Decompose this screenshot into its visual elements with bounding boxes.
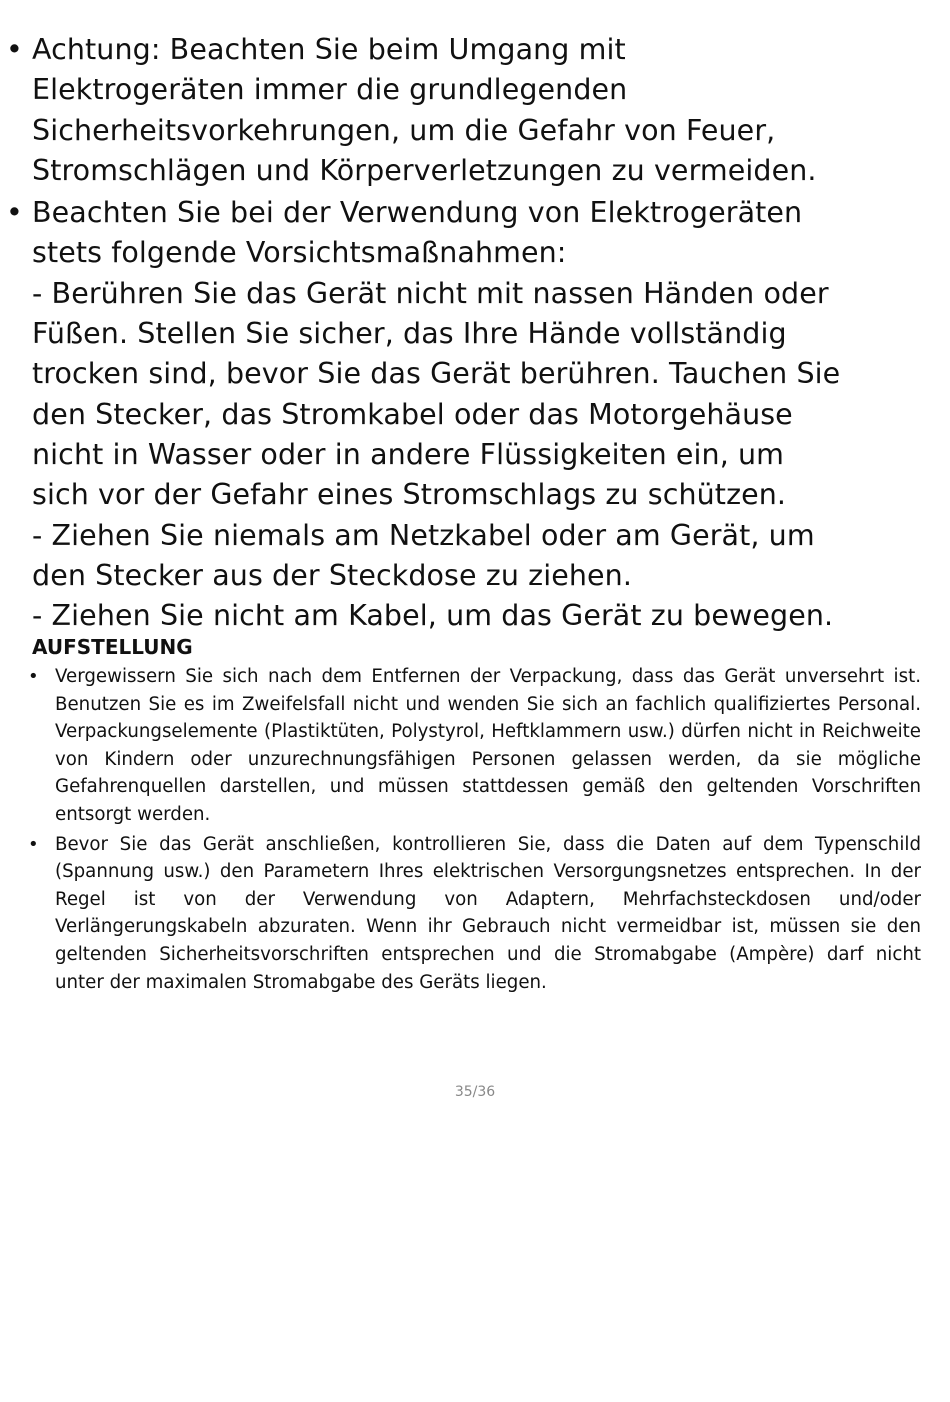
warning-line: Füßen. Stellen Sie sicher, das Ihre Hände vollständig: [32, 317, 787, 351]
installation-paragraph: Vergewissern Sie sich nach dem Entfernen der Verpackung, dass das Gerät unversehrt ist. Benutzen Sie es im Zweifelsfall nicht und wenden Sie sich an fachlich qualifiziertes Personal. Verpackungselemente (Plastiktüten, Polystyrol, Heftklammern usw.) dürfen nicht in Reichweite von Kindern oder unzurechnungsfähigen Personen gelassen werden, da sie mögliche Gefahrenquellen darstellen, und müssen stattdessen gemäß den geltenden Vorschriften entsorgt werden.: [55, 666, 921, 825]
warning-line: sich vor der Gefahr eines Stromschlags zu schützen.: [32, 478, 787, 512]
warning-line: den Stecker aus der Steckdose zu ziehen.: [32, 558, 633, 592]
warning-line: Elektrogeräten immer die grundlegenden: [32, 73, 628, 107]
warning-item-1: [6, 30, 926, 191]
warning-line: nicht in Wasser oder in andere Flüssigkeiten ein, um: [32, 437, 785, 471]
warning-line: stets folgende Vorsichtsmaßnahmen:: [32, 236, 567, 270]
page-number: 35/36: [454, 1084, 496, 1100]
section-heading: AUFSTELLUNG: [32, 635, 193, 659]
bullet-icon: •: [6, 196, 23, 230]
bullet-icon: •: [6, 33, 23, 66]
warning-line: Stromschlägen und Körperverletzungen zu vermeiden.: [32, 153, 817, 187]
warning-line: - Ziehen Sie nicht am Kabel, um das Gerät zu bewegen.: [32, 599, 834, 633]
warning-line: Beachten Sie bei der Verwendung von Elektrogeräten: [32, 196, 803, 230]
warning-line: Sicherheitsvorkehrungen, um die Gefahr von Feuer,: [32, 113, 776, 147]
bullet-icon: •: [28, 833, 39, 855]
safety-warnings-list: [6, 30, 926, 638]
installation-paragraph: Bevor Sie das Gerät anschließen, kontrollieren Sie, dass die Daten auf dem Typenschild (Spannung usw.) den Parametern Ihres elektrischen Versorgungsnetzes entsprechen. In der Regel ist von der Verwendung von Adaptern, Mehrfachsteckdosen und/oder Verlängerungskabeln abzuraten. Wenn ihr Gebrauch nicht vermeidbar ist, müssen sie den geltenden Sicherheitsvorschriften entsprechen und die Stromabgabe (Ampère) darf nicht unter der maximalen Stromabgabe des Geräts liegen.: [55, 833, 921, 993]
warning-line: Achtung: Beachten Sie beim Umgang mit: [32, 33, 626, 66]
warning-line: - Ziehen Sie niemals am Netzkabel oder am Gerät, um: [32, 518, 815, 552]
installation-item-1: [28, 663, 921, 829]
bullet-icon: •: [28, 666, 39, 687]
warning-item-2: [6, 193, 926, 636]
warning-line: trocken sind, bevor Sie das Gerät berühren. Tauchen Sie: [32, 357, 841, 391]
warning-line: den Stecker, das Stromkabel oder das Motorgehäuse: [32, 397, 793, 431]
installation-list: [28, 663, 921, 998]
warning-line: - Berühren Sie das Gerät nicht mit nassen Händen oder: [32, 276, 829, 310]
installation-item-2: [28, 831, 921, 997]
